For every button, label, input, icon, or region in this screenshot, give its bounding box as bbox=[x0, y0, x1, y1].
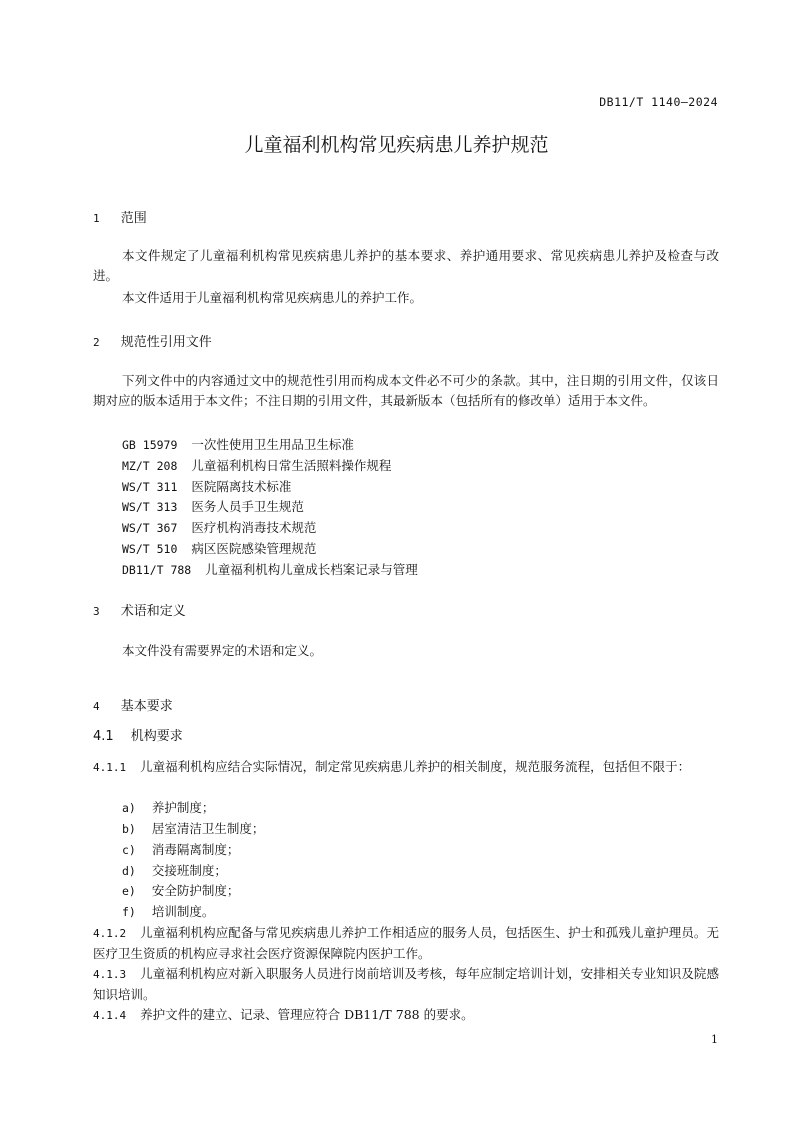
reference-title: 儿童福利机构儿童成长档案记录与管理 bbox=[205, 562, 418, 577]
list-item bbox=[122, 881, 239, 901]
reference-title: 儿童福利机构日常生活照料操作规程 bbox=[191, 458, 392, 473]
list-item bbox=[122, 840, 239, 860]
clause-number: 4.1.3 bbox=[93, 968, 127, 981]
list-letter: b) bbox=[122, 822, 136, 836]
reference-item bbox=[122, 476, 291, 495]
section-4-heading bbox=[93, 695, 173, 714]
subsection-4-1-heading bbox=[93, 725, 183, 744]
reference-item bbox=[122, 538, 316, 557]
reference-code: DB11/T 788 bbox=[122, 563, 192, 577]
normative-references-intro: 下列文件中的内容通过文中的规范性引用而构成本文件必不可少的条款。其中，注日期的引用文件，仅该日期对应的版本适用于本文件；不注日期的引用文件，其最新版本（包括所有的修改单）适用于本文件。 bbox=[93, 373, 719, 408]
reference-code: MZ/T 208 bbox=[122, 459, 178, 473]
terms-paragraph: 本文件没有需要界定的术语和定义。 bbox=[122, 643, 323, 658]
scope-paragraph-2: 本文件适用于儿童福利机构常见疾病患儿的养护工作。 bbox=[122, 290, 423, 305]
reference-item bbox=[122, 455, 391, 474]
document-title: 儿童福利机构常见疾病患儿养护规范 bbox=[244, 134, 549, 156]
list-letter: d) bbox=[122, 864, 136, 878]
section-3-heading bbox=[93, 600, 186, 619]
list-text: 养护制度； bbox=[151, 800, 215, 815]
clause-number: 4.1.4 bbox=[93, 1009, 127, 1022]
reference-code: WS/T 367 bbox=[122, 521, 178, 535]
section-title: 基本要求 bbox=[120, 699, 173, 714]
list-item bbox=[122, 902, 214, 922]
reference-item bbox=[122, 559, 418, 578]
section-title: 范围 bbox=[120, 211, 147, 226]
clause-4-1-1 bbox=[93, 757, 719, 778]
reference-title: 一次性使用卫生用品卫生标准 bbox=[191, 437, 354, 452]
clause-number: 4.1.2 bbox=[93, 927, 127, 940]
clause-text: 养护文件的建立、记录、管理应符合 DB11/T 788 的要求。 bbox=[140, 1007, 474, 1022]
scope-paragraph-1: 本文件规定了儿童福利机构常见疾病患儿养护的基本要求、养护通用要求、常见疾病患儿养护及检查与改进。 bbox=[93, 248, 719, 283]
section-1-heading bbox=[93, 207, 147, 226]
reference-title: 医疗机构消毒技术规范 bbox=[191, 520, 317, 535]
list-item bbox=[122, 861, 227, 881]
clause-4-1-4 bbox=[93, 1005, 719, 1026]
list-text: 安全防护制度； bbox=[151, 883, 240, 898]
reference-code: WS/T 311 bbox=[122, 480, 178, 494]
reference-code: WS/T 313 bbox=[122, 500, 178, 514]
section-number: 4 bbox=[93, 700, 100, 713]
clause-4-1-2 bbox=[93, 923, 719, 964]
page-number: 1 bbox=[711, 1033, 718, 1046]
section-number: 3 bbox=[93, 605, 100, 618]
section-title: 术语和定义 bbox=[120, 604, 186, 619]
list-letter: c) bbox=[122, 843, 136, 857]
clause-text: 儿童福利机构应配备与常见疾病患儿养护工作相适应的服务人员，包括医生、护士和孤残儿童护理员。无医疗卫生资质的机构应寻求社会医疗资源保障院内医护工作。 bbox=[93, 925, 719, 961]
list-item bbox=[122, 819, 264, 839]
section-number: 2 bbox=[93, 336, 100, 349]
list-text: 培训制度。 bbox=[151, 904, 215, 919]
list-letter: e) bbox=[122, 884, 136, 898]
reference-title: 医务人员手卫生规范 bbox=[191, 499, 304, 514]
list-text: 交接班制度； bbox=[151, 863, 227, 878]
standard-code: DB11/T 1140—2024 bbox=[599, 95, 718, 109]
list-item bbox=[122, 798, 214, 818]
clause-number: 4.1.1 bbox=[93, 761, 127, 774]
reference-title: 医院隔离技术标准 bbox=[191, 479, 292, 494]
reference-code: WS/T 510 bbox=[122, 542, 178, 556]
subsection-number: 4.1 bbox=[93, 729, 114, 744]
reference-code: GB 15979 bbox=[122, 438, 178, 452]
clause-text: 儿童福利机构应结合实际情况，制定常见疾病患儿养护的相关制度，规范服务流程，包括但不限于： bbox=[140, 759, 691, 774]
reference-item bbox=[122, 517, 316, 536]
section-title: 规范性引用文件 bbox=[120, 335, 212, 350]
list-letter: a) bbox=[122, 801, 136, 815]
section-number: 1 bbox=[93, 212, 100, 225]
list-letter: f) bbox=[122, 905, 136, 919]
section-2-heading bbox=[93, 331, 212, 350]
reference-item bbox=[122, 434, 354, 453]
subsection-title: 机构要求 bbox=[130, 729, 183, 744]
clause-4-1-3 bbox=[93, 964, 719, 1005]
list-text: 居室清洁卫生制度； bbox=[151, 821, 265, 836]
list-text: 消毒隔离制度； bbox=[151, 842, 240, 857]
clause-text: 儿童福利机构应对新入职服务人员进行岗前培训及考核，每年应制定培训计划，安排相关专业知识及院感知识培训。 bbox=[93, 966, 719, 1002]
reference-item bbox=[122, 496, 304, 515]
reference-title: 病区医院感染管理规范 bbox=[191, 541, 317, 556]
